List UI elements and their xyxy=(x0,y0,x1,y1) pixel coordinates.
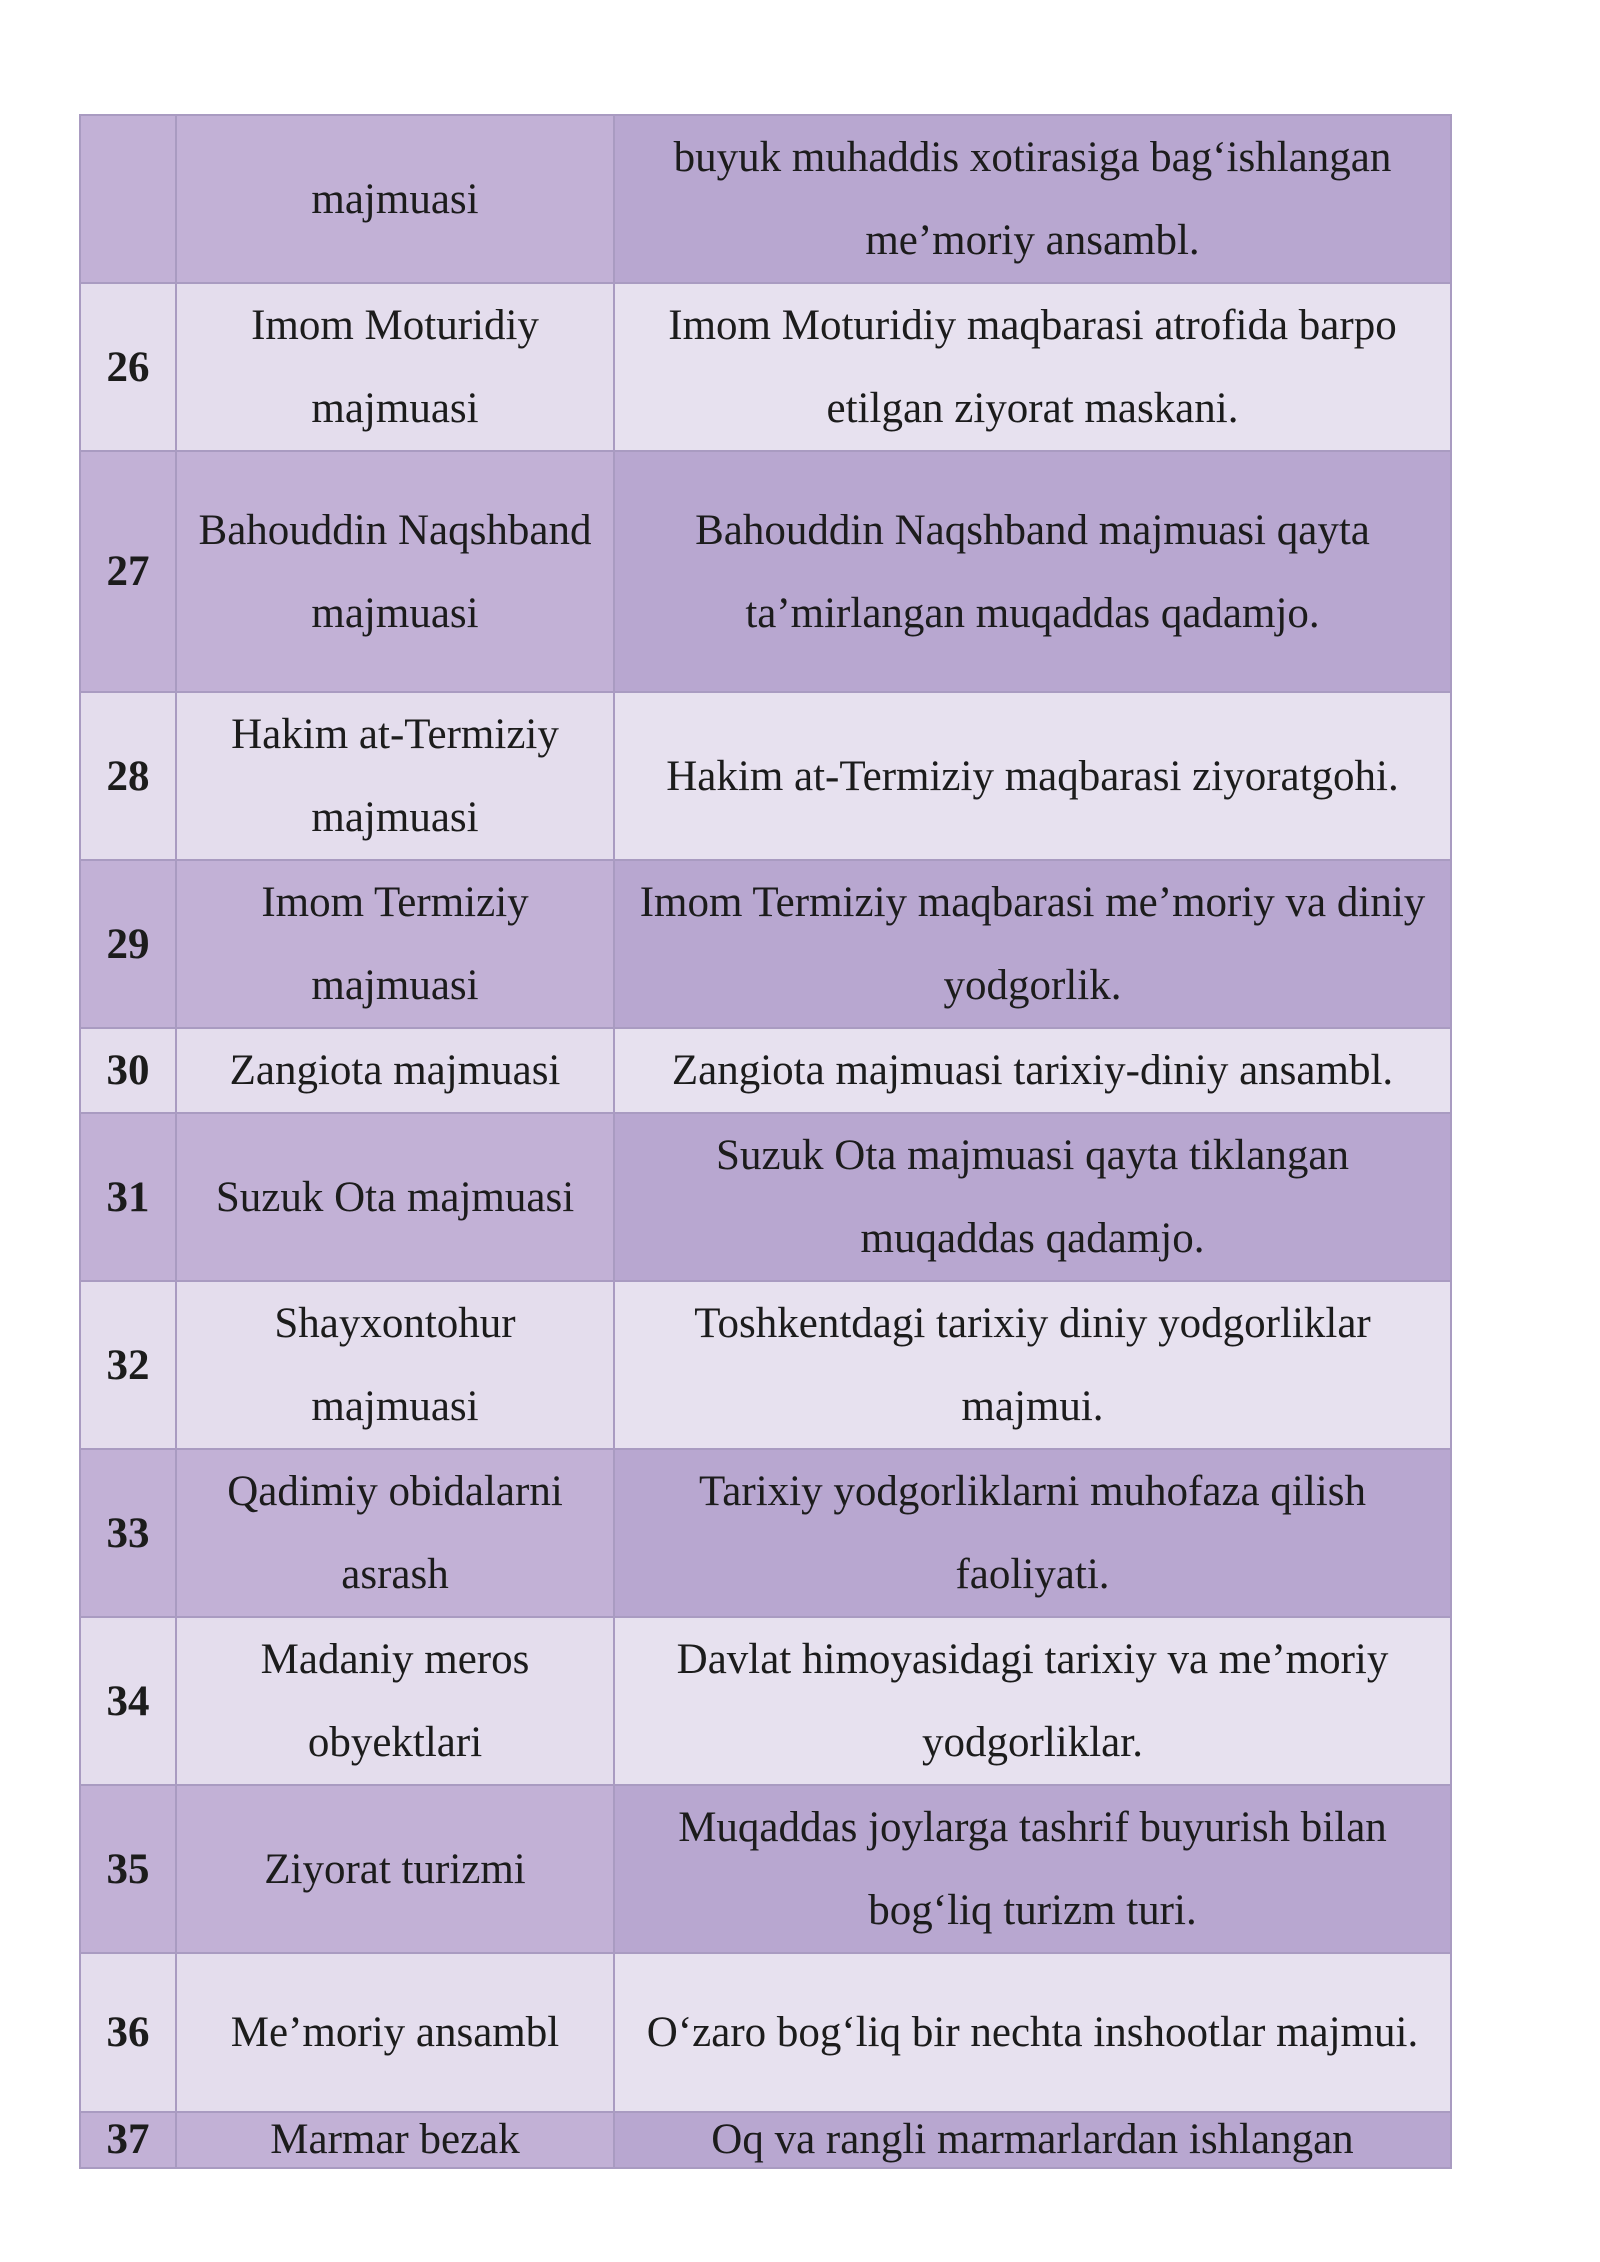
term-cell: Ziyorat turizmi xyxy=(176,1785,614,1953)
glossary-table xyxy=(79,114,1452,2169)
term-cell: Bahouddin Naqshband majmuasi xyxy=(176,451,614,692)
definition-cell: Davlat himoyasidagi tarixiy va me’moriy yodgorliklar. xyxy=(614,1617,1451,1785)
term-cell: majmuasi xyxy=(176,115,614,283)
term-cell: Imom Moturidiy majmuasi xyxy=(176,283,614,451)
definition-text: Oq va rangli marmarlardan ishlangan xyxy=(711,2116,1354,2163)
table-row xyxy=(80,1028,1451,1113)
definition-cell: Hakim at-Termiziy maqbarasi ziyoratgohi. xyxy=(614,692,1451,860)
term-text: Marmar bezak xyxy=(270,2116,520,2163)
table-row xyxy=(80,451,1451,692)
definition-cell: Bahouddin Naqshband majmuasi qayta ta’mirlangan muqaddas qadamjo. xyxy=(614,451,1451,692)
term-cell: Hakim at-Termiziy majmuasi xyxy=(176,692,614,860)
row-number: 31 xyxy=(80,1113,176,1281)
table-row xyxy=(80,1785,1451,1953)
row-number: 30 xyxy=(80,1028,176,1113)
row-number xyxy=(80,2112,176,2168)
term-cell: Shayxontohur majmuasi xyxy=(176,1281,614,1449)
definition-cell: Toshkentdagi tarixiy diniy yodgorliklar majmui. xyxy=(614,1281,1451,1449)
definition-cell: Muqaddas joylarga tashrif buyurish bilan bog‘liq turizm turi. xyxy=(614,1785,1451,1953)
table-row xyxy=(80,283,1451,451)
definition-cell: Imom Moturidiy maqbarasi atrofida barpo etilgan ziyorat maskani. xyxy=(614,283,1451,451)
table-row xyxy=(80,1449,1451,1617)
table-row xyxy=(80,692,1451,860)
table-row xyxy=(80,1113,1451,1281)
definition-cell: Imom Termiziy maqbarasi me’moriy va diniy yodgorlik. xyxy=(614,860,1451,1028)
definition-cell: O‘zaro bog‘liq bir nechta inshootlar majmui. xyxy=(614,1953,1451,2112)
definition-cell: Zangiota majmuasi tarixiy-diniy ansambl. xyxy=(614,1028,1451,1113)
definition-cell: buyuk muhaddis xotirasiga bag‘ishlangan me’moriy ansambl. xyxy=(614,115,1451,283)
table-row xyxy=(80,1281,1451,1449)
row-number: 28 xyxy=(80,692,176,860)
term-cell: Me’moriy ansambl xyxy=(176,1953,614,2112)
row-number: 33 xyxy=(80,1449,176,1617)
row-number xyxy=(80,115,176,283)
table-row xyxy=(80,1953,1451,2112)
table-row xyxy=(80,860,1451,1028)
table-row xyxy=(80,1617,1451,1785)
row-number: 32 xyxy=(80,1281,176,1449)
table-row xyxy=(80,115,1451,283)
term-cell: Zangiota majmuasi xyxy=(176,1028,614,1113)
row-number: 34 xyxy=(80,1617,176,1785)
term-cell xyxy=(176,2112,614,2168)
row-number: 29 xyxy=(80,860,176,1028)
definition-cell: Tarixiy yodgorliklarni muhofaza qilish faoliyati. xyxy=(614,1449,1451,1617)
definition-cell xyxy=(614,2112,1451,2168)
row-number: 36 xyxy=(80,1953,176,2112)
term-cell: Suzuk Ota majmuasi xyxy=(176,1113,614,1281)
definition-cell: Suzuk Ota majmuasi qayta tiklangan muqaddas qadamjo. xyxy=(614,1113,1451,1281)
term-cell: Qadimiy obidalarni asrash xyxy=(176,1449,614,1617)
row-number: 35 xyxy=(80,1785,176,1953)
term-cell: Imom Termiziy majmuasi xyxy=(176,860,614,1028)
row-number: 27 xyxy=(80,451,176,692)
term-cell: Madaniy meros obyektlari xyxy=(176,1617,614,1785)
row-number: 26 xyxy=(80,283,176,451)
row-number-text: 37 xyxy=(106,2116,150,2163)
table-row xyxy=(80,2112,1451,2168)
